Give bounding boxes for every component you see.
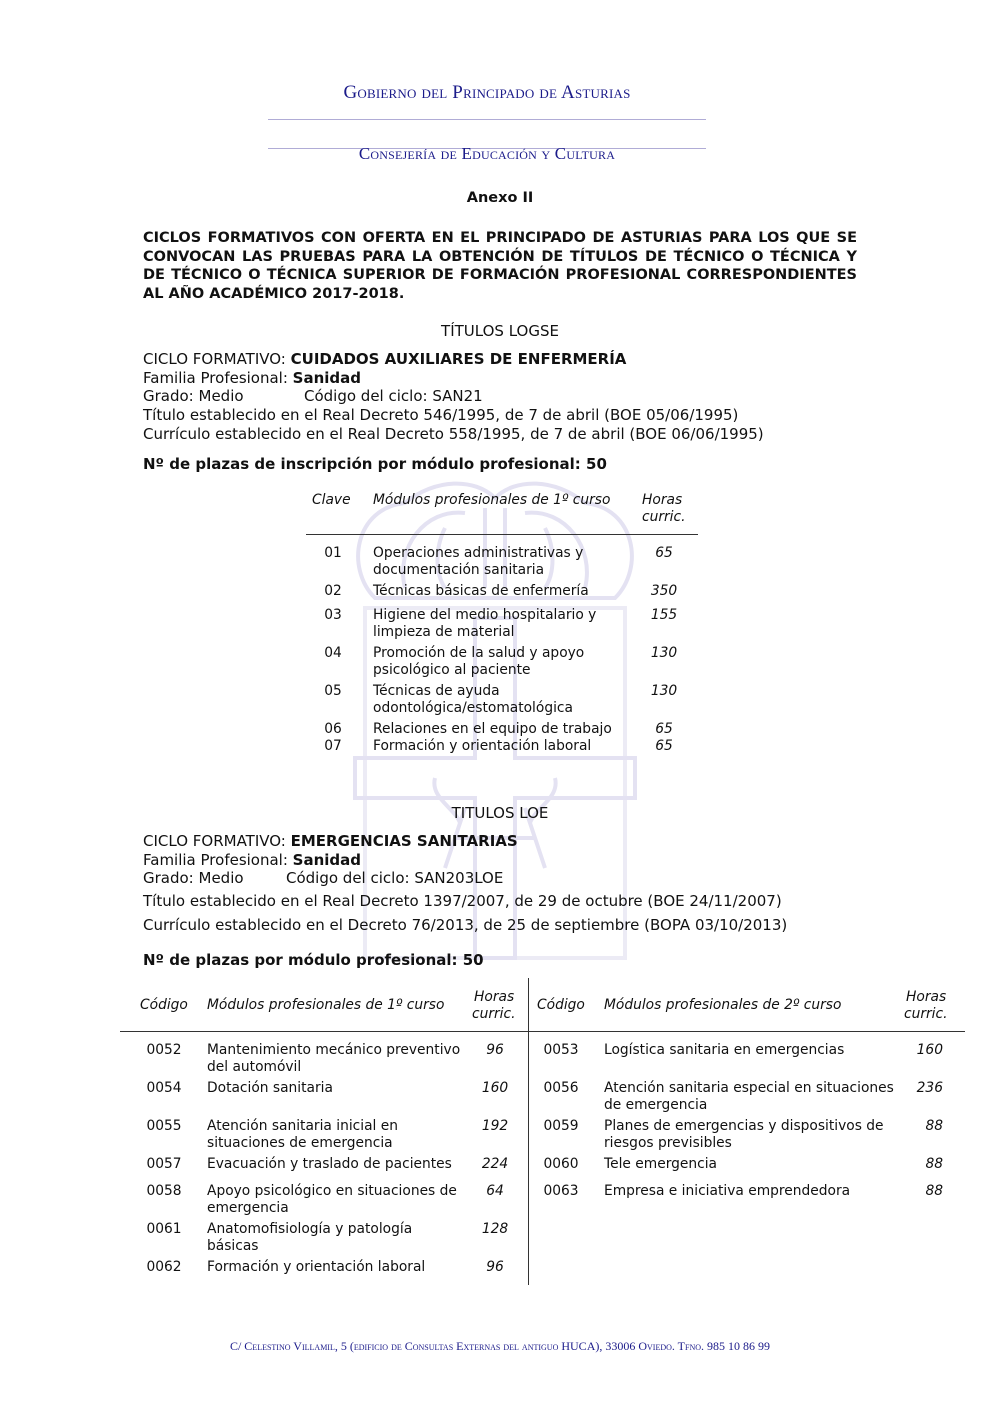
row-modulo: Empresa e iniciativa emprendedora (604, 1183, 851, 1199)
row-horas: 96 (486, 1259, 504, 1275)
row-codigo: 0053 (543, 1042, 579, 1058)
row-horas: 192 (481, 1118, 509, 1134)
row-codigo: 0054 (146, 1080, 182, 1096)
col-header-horas-2: Horas (906, 989, 947, 1005)
annex-title: Anexo II (466, 190, 534, 206)
row-horas: 155 (650, 607, 678, 623)
footer-address: C/ Celestino Villamil, 5 (edificio de Consultas Externas del antiguo HUCA), 33006 Oviedo. Tfno. 985 10 86 99 (229, 1339, 771, 1353)
row-horas: 130 (650, 645, 678, 661)
loe-grado: Grado: Medio (143, 869, 244, 887)
row-clave: 04 (324, 645, 342, 661)
section-title-logse: TÍTULOS LOGSE (441, 322, 559, 340)
logse-plazas: Nº de plazas de inscripción por módulo profesional: 50 (143, 455, 607, 473)
row-horas: 96 (486, 1042, 504, 1058)
row-modulo: Higiene del medio hospitalario y limpieza de material (373, 607, 597, 640)
familia-label: Familia Profesional: (143, 369, 293, 387)
row-modulo: Logística sanitaria en emergencias (604, 1042, 845, 1058)
col-header-clave: Clave (312, 492, 351, 508)
col-header-horas: Horas (642, 492, 683, 508)
col-header-modulos-1: Módulos profesionales de 1º curso (207, 997, 445, 1013)
row-codigo: 0061 (146, 1221, 182, 1237)
loe-codigo: Código del ciclo: SAN203LOE (286, 869, 504, 887)
col-header-horas-1: Horas (474, 989, 515, 1005)
row-codigo: 0052 (146, 1042, 182, 1058)
row-horas: 88 (925, 1183, 943, 1199)
logse-codigo: Código del ciclo: SAN21 (304, 387, 483, 405)
table-header-rule (306, 534, 698, 535)
loe-titulo: Título establecido en el Real Decreto 1397/2007, de 29 de octubre (BOE 24/11/2007) (143, 892, 782, 910)
row-modulo: Formación y orientación laboral (207, 1259, 426, 1275)
familia-label: Familia Profesional: (143, 851, 293, 869)
col-header-codigo-2: Código (537, 997, 585, 1013)
row-clave: 07 (324, 738, 342, 754)
col-header-curric-2: curric. (904, 1006, 948, 1022)
row-modulo: Atención sanitaria inicial en situaciones de emergencia (207, 1118, 398, 1151)
familia-value: Sanidad (292, 851, 362, 869)
row-codigo: 0057 (146, 1156, 182, 1172)
logse-grado: Grado: Medio (143, 387, 244, 405)
loe-plazas: Nº de plazas por módulo profesional: 50 (143, 951, 484, 969)
section-title-loe: TITULOS LOE (451, 804, 549, 822)
row-modulo: Técnicas básicas de enfermería (373, 583, 589, 599)
col-header-modulos-2: Módulos profesionales de 2º curso (604, 997, 842, 1013)
col-header-codigo-1: Código (140, 997, 188, 1013)
row-clave: 02 (324, 583, 342, 599)
row-modulo: Anatomofisiología y patología básicas (207, 1221, 413, 1254)
row-horas: 224 (481, 1156, 509, 1172)
logse-titulo: Título establecido en el Real Decreto 546/1995, de 7 de abril (BOE 05/06/1995) (143, 406, 739, 424)
row-modulo: Formación y orientación laboral (373, 738, 592, 754)
familia-value: Sanidad (292, 369, 362, 387)
row-horas: 130 (650, 683, 678, 699)
table-header-rule (120, 1031, 965, 1032)
row-clave: 06 (324, 721, 342, 737)
ciclo-label: CICLO FORMATIVO: (143, 350, 291, 368)
ciclo-name: CUIDADOS AUXILIARES DE ENFERMERÍA (290, 350, 627, 368)
row-horas: 160 (481, 1080, 509, 1096)
row-horas: 128 (481, 1221, 509, 1237)
logse-familia-line (143, 369, 361, 387)
row-modulo: Técnicas de ayuda odontológica/estomatológica (373, 683, 573, 716)
row-modulo: Operaciones administrativas y documentación sanitaria (373, 545, 584, 578)
row-horas: 88 (925, 1118, 943, 1134)
header-government: Gobierno del Principado de Asturias (343, 82, 631, 103)
row-codigo: 0063 (543, 1183, 579, 1199)
loe-familia-line (143, 851, 361, 869)
row-clave: 05 (324, 683, 342, 699)
row-horas: 160 (916, 1042, 943, 1058)
col-header-modulos: Módulos profesionales de 1º curso (373, 492, 611, 508)
row-clave: 01 (324, 545, 342, 561)
row-modulo: Dotación sanitaria (207, 1080, 333, 1096)
row-codigo: 0055 (146, 1118, 182, 1134)
loe-ciclo-line (143, 832, 518, 850)
header-department: Consejería de Educación y Cultura (358, 144, 616, 163)
row-modulo: Relaciones en el equipo de trabajo (373, 721, 612, 737)
row-horas: 65 (655, 721, 673, 737)
logse-curriculo: Currículo establecido en el Real Decreto 558/1995, de 7 de abril (BOE 06/06/1995) (143, 425, 764, 443)
row-codigo: 0060 (543, 1156, 579, 1172)
header-divider-top (268, 119, 706, 120)
row-horas: 64 (486, 1183, 504, 1199)
ciclo-label: CICLO FORMATIVO: (143, 832, 291, 850)
row-horas: 88 (925, 1156, 943, 1172)
row-horas: 236 (916, 1080, 943, 1096)
row-clave: 03 (324, 607, 342, 623)
row-codigo: 0059 (543, 1118, 579, 1134)
col-header-curric-1: curric. (472, 1006, 516, 1022)
col-header-curric: curric. (642, 509, 686, 525)
logse-ciclo-line (143, 350, 626, 368)
row-horas: 65 (655, 545, 673, 561)
row-codigo: 0058 (146, 1183, 182, 1199)
row-modulo: Mantenimiento mecánico preventivo del automóvil (207, 1042, 461, 1075)
document-title: CICLOS FORMATIVOS CON OFERTA EN EL PRINCIPADO DE ASTURIAS PARA LOS QUE SE CONVOCAN LAS PRUEBAS PARA LA OBTENCIÓN DE TÍTULOS DE TÉCNICO O TÉCNICA Y DE TÉCNICO O TÉCNICA SUPERIOR DE FORMACIÓN PROFESIONAL CORRESPONDIENTES AL AÑO ACADÉMICO 2017-2018. (143, 230, 857, 302)
row-modulo: Promoción de la salud y apoyo psicológico al paciente (373, 645, 585, 678)
row-horas: 65 (655, 738, 673, 754)
row-codigo: 0056 (543, 1080, 579, 1096)
row-modulo: Tele emergencia (604, 1156, 717, 1172)
row-modulo: Evacuación y traslado de pacientes (207, 1156, 452, 1172)
row-modulo: Planes de emergencias y dispositivos de riesgos previsibles (604, 1118, 884, 1151)
row-horas: 350 (650, 583, 678, 599)
row-modulo: Atención sanitaria especial en situaciones de emergencia (604, 1080, 894, 1113)
loe-curriculo: Currículo establecido en el Decreto 76/2013, de 25 de septiembre (BOPA 03/10/2013) (143, 916, 788, 934)
row-modulo: Apoyo psicológico en situaciones de emergencia (207, 1183, 457, 1216)
ciclo-name: EMERGENCIAS SANITARIAS (290, 832, 518, 850)
row-codigo: 0062 (146, 1259, 182, 1275)
